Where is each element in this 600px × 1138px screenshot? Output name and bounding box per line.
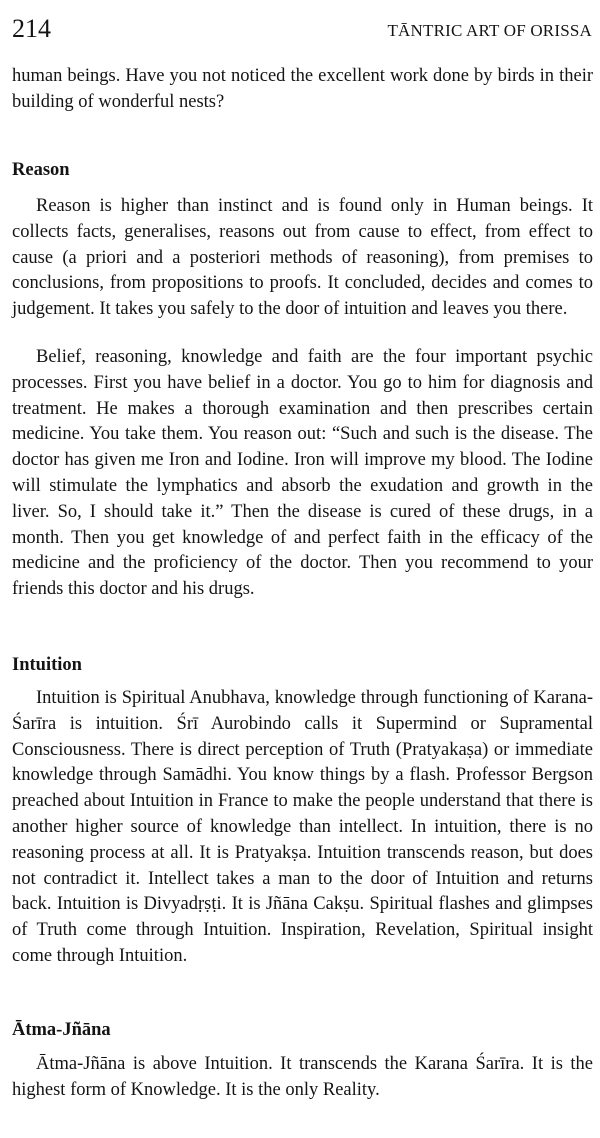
atma-jnana-paragraph-1: Ātma-Jñāna is above Intuition. It transcends the Karana Śarīra. It is the highest form of Knowledge. It is the only Reality.: [12, 1054, 593, 1100]
section-heading-intuition: Intuition: [12, 655, 82, 675]
reason-paragraph-1: Reason is higher than instinct and is found only in Human beings. It collects facts, generalises, reasons out from cause to effect, from effect to cause (a priori and a posteriori methods of reasoning), from premises to conclusions, from propositions to proofs. It concluded, decides and comes to judgement. It takes you safely to the door of intuition and leaves you there.: [12, 196, 593, 320]
reason-paragraph-2: Belief, reasoning, knowledge and faith are the four important psychic processes. First you have belief in a doctor. You go to him for diagnosis and treatment. He makes a thorough examination and then prescribes certain medicine. You take them. You reason out: “Such and such is the disease. The doctor has given me Iron and Iodine. Iron will improve my blood. The Iodine will stimulate the lymphatics and absorb the exudation and growth in the liver. So, I should take it.” Then the disease is cured of these drugs, in a month. Then you get knowledge of and perfect faith in the efficacy of the medicine and the proficiency of the doctor. Then you recommend to your friends this doctor and his drugs.: [12, 347, 593, 600]
section-heading-reason: Reason: [12, 160, 70, 180]
page-number: 214: [12, 14, 51, 43]
intro-paragraph: human beings. Have you not noticed the excellent work done by birds in their building of wonderful nests?: [12, 66, 593, 112]
page-header: [12, 14, 592, 44]
running-head: TĀNTRIC ART OF ORISSA: [387, 21, 592, 40]
section-heading-atma-jnana: Ātma-Jñāna: [12, 1020, 111, 1040]
intuition-paragraph-1: Intuition is Spiritual Anubhava, knowledge through functioning of Karana-Śarīra is intuition. Śrī Aurobindo calls it Supermind or Supramental Consciousness. There is direct perception of Truth (Pratyakaṣa) or immediate knowledge through Samādhi. You know things by a flash. Professor Bergson preached about Intuition in France to make the people understand that there is another higher source of knowledge than intellect. In intuition, there is no reasoning process at all. It is Pratyakṣa. Intuition transcends reason, but does not contradict it. Intellect takes a man to the door of Intuition and returns back. Intuition is Divyadṛṣṭi. It is Jñāna Cakṣu. Spiritual flashes and glimpses of Truth come through Intuition. Inspiration, Revelation, Spiritual insight come through Intuition.: [12, 688, 593, 966]
